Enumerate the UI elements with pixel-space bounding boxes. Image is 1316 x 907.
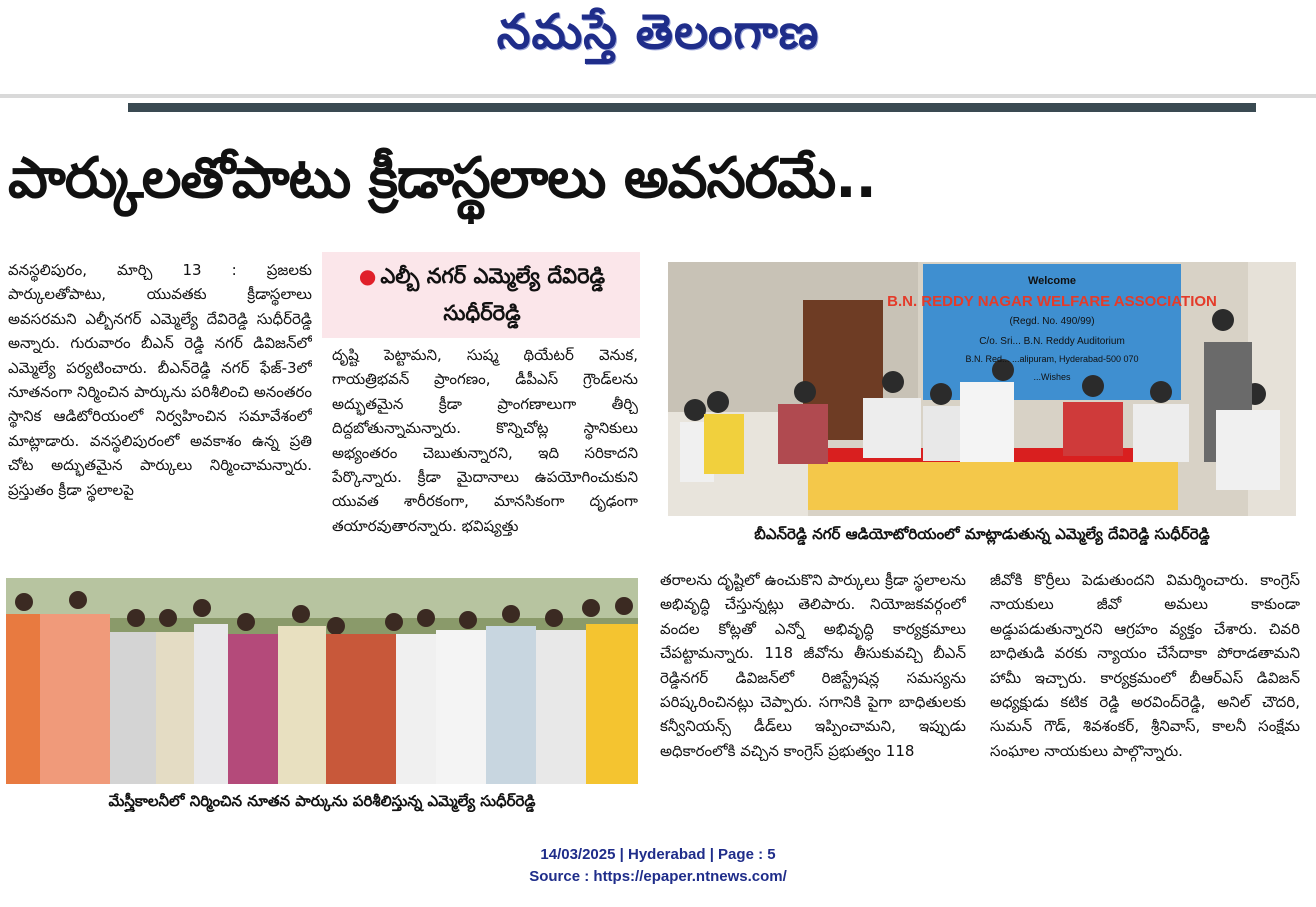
article-column-3: తరాలను దృష్టిలో ఉంచుకొని పార్కులు క్రీడా స్థలాలను అభివృద్ధి చేస్తున్నట్లు తెలిపారు. నియోజకవర్గంలో వందల కోట్లతో ఎన్నో అభివృద్ధి కార్యక్రమాలు చేపట్టామన్నారు. 118 జీవోను తీసుకువచ్చి బీఎన్ రెడ్డినగర్ డివిజన్‌లో రిజిస్ట్రేషన్ల సమస్యను పరిష్కరించినట్లు చెప్పారు. సగానికి పైగా బాధితులకు కన్వీనియన్స్ డీడ్‌లు ఇప్పించామని, ఇప్పుడు అధికారంలోకి వచ్చిన కాంగ్రెస్ ప్రభుత్వం 118 xyxy=(660,571,966,760)
headline: పార్కులతోపాటు క్రీడాస్థలాలు అవసరమే.. xyxy=(8,146,876,211)
banner-welcome: Welcome xyxy=(1027,275,1077,287)
article-column-4: జీవోకి కొర్రీలు పెడుతుందని విమర్శించారు. కాంగ్రెస్ నాయకులు జీవో అమలు కాకుండా అడ్డుపడుతున్నారని ఆగ్రహం వ్యక్తం చేశారు. చివరి బాధితుడి వరకు న్యాయం చేసేదాకా పోరాడతామని హామీ ఇచ్చారు. కార్యక్రమంలో బీఆర్ఎస్ డివిజన్ అధ్యక్షుడు కటిక రెడ్డి అరవింద్‌రెడ్డి, అనిల్ చౌదరి, సుమన్ గౌడ్, శివశంకర్, శ్రీనివాస్, కాలనీ సంక్షేమ సంఘాల నాయకులు పాల్గొన్నారు. xyxy=(990,571,1300,760)
park-photo-caption: మేస్త్రీకాలనీలో నిర్మించిన నూతన పార్కును పరిశీలిస్తున్న ఎమ్మెల్యే సుధీర్‌రెడ్డి xyxy=(108,792,536,810)
top-rule xyxy=(0,94,1316,98)
park-photo xyxy=(6,578,638,784)
banner-line-4: B.N. Red... ...alipuram, Hyderabad-500 070 xyxy=(965,354,1139,364)
subhead-line-2: సుధీర్‌రెడ్డి xyxy=(443,301,521,325)
auditorium-photo-caption: బీఎన్‌రెడ్డి నగర్ ఆడియోటోరియంలో మాట్లాడుతున్న ఎమ్మెల్యే దేవిరెడ్డి సుధీర్‌రెడ్డి xyxy=(754,525,1210,543)
masthead-logo: నమస్తే తెలంగాణ xyxy=(496,4,820,60)
bullet-icon: ● xyxy=(358,264,377,288)
subhead xyxy=(332,258,632,334)
banner-line-5: ...Wishes xyxy=(1033,372,1071,382)
top-bar xyxy=(128,103,1256,112)
article-column-2: దృష్టి పెట్టామని, సుష్మ థియేటర్ వెనుక, గాయత్రిభవన్ ప్రాంగణం, డీపీఎస్ గ్రౌండ్‌లను అద్భుతమైన క్రీడా ప్రాంగణాలుగా తీర్చి దిద్దబోతున్నామన్నారు. కొన్నిచోట్ల స్థానికులు అభ్యంతరం చెబుతున్నారని, ఇది సరికాదని పేర్కొన్నారు. క్రీడా మైదానాలు ఉపయోగించుకుని యువత శారీరకంగా, మానసికంగా దృఢంగా తయారవుతారన్నారు. భవిష్యత్తు xyxy=(332,346,638,535)
banner-regd: (Regd. No. 490/99) xyxy=(1009,316,1095,327)
dateline: 14/03/2025 | Hyderabad | Page : 5 xyxy=(540,846,776,863)
subhead-line-1: ఎల్బీ నగర్ ఎమ్మెల్యే దేవిరెడ్డి xyxy=(380,264,606,288)
source-line: Source : https://epaper.ntnews.com/ xyxy=(529,868,787,885)
masthead xyxy=(0,0,1316,80)
auditorium-photo xyxy=(668,262,1296,516)
banner-title: B.N. REDDY NAGAR WELFARE ASSOCIATION xyxy=(887,293,1217,310)
banner-line-3: C/o. Sri... B.N. Reddy Auditorium xyxy=(979,336,1125,347)
article-column-1: వనస్థలిపురం, మార్చి 13 : ప్రజలకు పార్కులతోపాటు, యువతకు క్రీడాస్థలాలు అవసరమని ఎల్బీనగర్ ఎమ్మెల్యే దేవిరెడ్డి సుధీర్‌రెడ్డి అన్నారు. గురువారం బీఎన్ రెడ్డి నగర్ డివిజన్‌లో ఎమ్మెల్యే పర్యటించారు. బీఎన్‌రెడ్డి నగర్ ఫేజ్-3లో నూతనంగా నిర్మించిన పార్కును పరిశీలించి అనంతరం స్థానిక ఆడిటోరియంలో నిర్వహించిన సమావేశంలో మాట్లాడారు. వనస్థలిపురంలో అవకాశం ఉన్న ప్రతి చోట అద్భుతమైన పార్కులు నిర్మించామన్నారు. ప్రస్తుతం క్రీడా స్థలాలపై xyxy=(8,261,312,499)
